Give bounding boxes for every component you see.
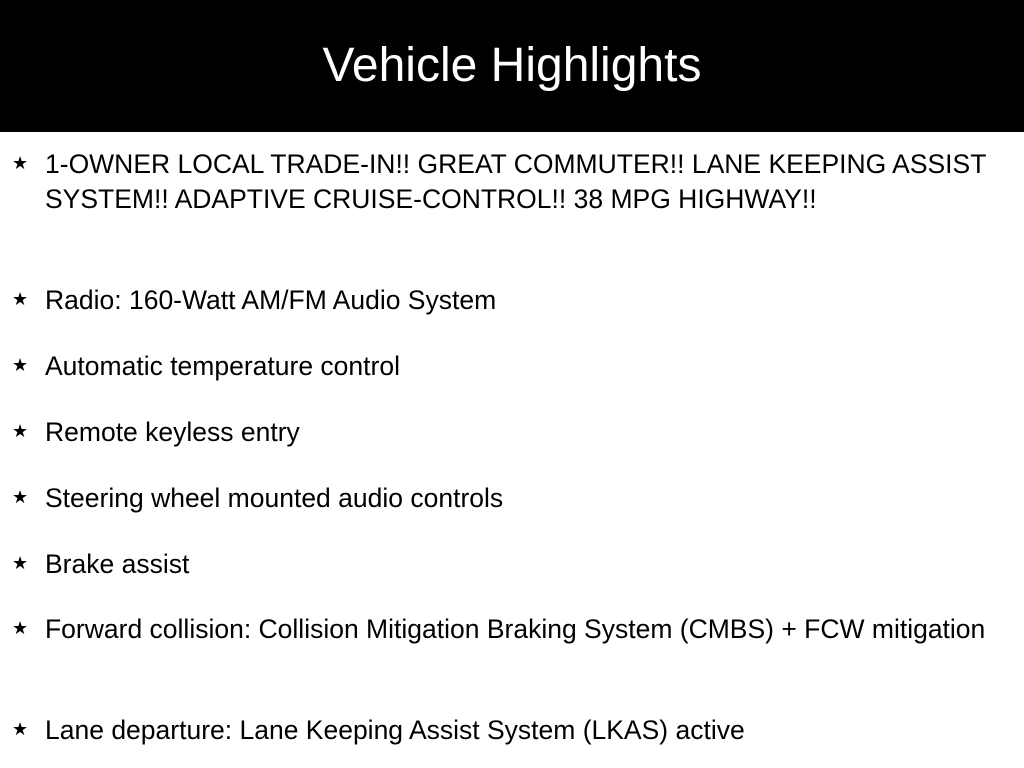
list-item-text: Lane departure: Lane Keeping Assist System (LKAS) active [45,715,745,745]
list-item-text: Brake assist [45,549,190,579]
list-item-text: 1-OWNER LOCAL TRADE-IN!! GREAT COMMUTER!! LANE KEEPING ASSIST SYSTEM!! ADAPTIVE CRUISE-CONTROL!! 38 MPG HIGHWAY!! [45,149,986,214]
star-icon: ★ [12,719,29,740]
list-item-text: Radio: 160-Watt AM/FM Audio System [45,285,497,315]
star-icon: ★ [12,421,29,442]
list-item-text: Automatic temperature control [45,351,400,381]
list-item-text: Steering wheel mounted audio controls [45,483,504,513]
page-title: Vehicle Highlights [322,39,702,92]
header-bar [0,0,1024,132]
star-icon: ★ [12,553,29,574]
star-icon: ★ [12,355,29,376]
star-icon: ★ [12,618,29,639]
star-icon: ★ [12,289,29,310]
star-icon: ★ [12,153,29,174]
list-item-text: Forward collision: Collision Mitigation Braking System (CMBS) + FCW mitigation [45,614,986,644]
list-item-text: Remote keyless entry [45,417,300,447]
star-icon: ★ [12,487,29,508]
